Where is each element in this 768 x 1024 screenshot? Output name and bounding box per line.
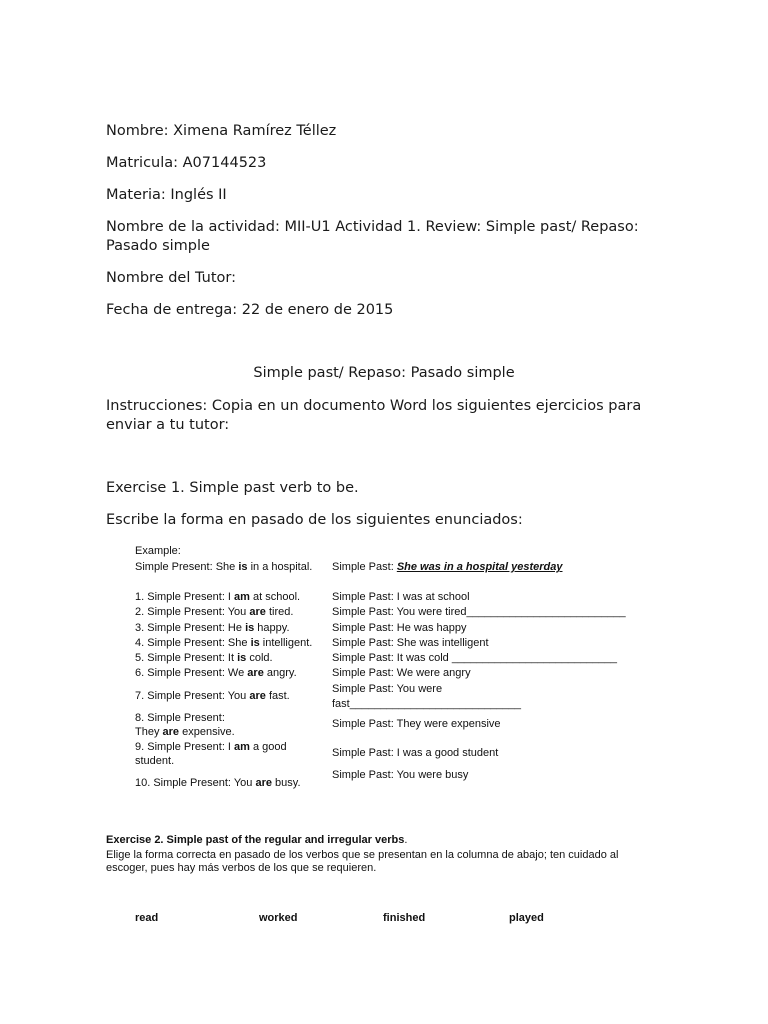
present-item-2: 2. Simple Present: You are tired. [135, 606, 294, 618]
present-item-6: 6. Simple Present: We are angry. [135, 667, 297, 679]
past-item-7-line2: fast____________________________ [332, 698, 522, 710]
past-item-8: Simple Past: They were expensive [332, 718, 501, 730]
past-item-7-line1: Simple Past: You were [332, 683, 443, 695]
present-item-4: 4. Simple Present: She is intelligent. [135, 637, 313, 649]
example-past: Simple Past: She was in a hospital yesterday [332, 561, 563, 573]
student-id: Matricula: A07144523 [106, 155, 267, 171]
past-item-1: Simple Past: I was at school [332, 591, 470, 603]
example-present: Simple Present: She is in a hospital. [135, 561, 313, 573]
present-item-5: 5. Simple Present: It is cold. [135, 652, 273, 664]
present-item-3: 3. Simple Present: He is happy. [135, 622, 290, 634]
example-label: Example: [135, 545, 181, 557]
tutor-name: Nombre del Tutor: [106, 270, 236, 286]
exercise2-body-line2: escoger, pues hay más verbos de los que se requieren. [106, 862, 377, 874]
past-item-6: Simple Past: We were angry [332, 667, 471, 679]
activity-name-line1: Nombre de la actividad: MII-U1 Actividad 1. Review: Simple past/ Repaso: [106, 219, 639, 235]
past-item-3: Simple Past: He was happy [332, 622, 467, 634]
verb-option: read [135, 912, 159, 924]
exercise2-heading: Exercise 2. Simple past of the regular and irregular verbs. [106, 834, 408, 846]
instructions-line1: Instrucciones: Copia en un documento Word los siguientes ejercicios para [106, 398, 642, 414]
activity-name-line2: Pasado simple [106, 238, 210, 254]
present-item-8-line1: 8. Simple Present: [135, 712, 225, 724]
verb-option: finished [383, 912, 426, 924]
past-item-2: Simple Past: You were tired__________________________ [332, 606, 626, 618]
due-date: Fecha de entrega: 22 de enero de 2015 [106, 302, 394, 318]
past-item-10: Simple Past: You were busy [332, 769, 469, 781]
exercise1-subheading: Escribe la forma en pasado de los siguientes enunciados: [106, 512, 523, 528]
subject: Materia: Inglés II [106, 187, 227, 203]
exercise1-heading: Exercise 1. Simple past verb to be. [106, 480, 359, 496]
present-item-8-line2: They are expensive. [135, 726, 235, 738]
present-item-7: 7. Simple Present: You are fast. [135, 690, 290, 702]
example-past-answer: She was in a hospital yesterday [396, 561, 563, 573]
present-item-1: 1. Simple Present: I am at school. [135, 591, 301, 603]
past-item-4: Simple Past: She was intelligent [332, 637, 489, 649]
verb-option: worked [259, 912, 298, 924]
document-title: Simple past/ Repaso: Pasado simple [253, 365, 515, 381]
present-item-9-line2: student. [135, 755, 175, 767]
instructions-line2: enviar a tu tutor: [106, 417, 230, 433]
exercise2-body-line1: Elige la forma correcta en pasado de los verbos que se presentan en la columna de abajo; ten cuidado al [106, 849, 619, 861]
present-item-9-line1: 9. Simple Present: I am a good [135, 741, 287, 753]
past-item-5: Simple Past: It was cold ___________________________ [332, 652, 618, 664]
present-item-10: 10. Simple Present: You are busy. [135, 777, 301, 789]
verb-option: played [509, 912, 544, 924]
past-item-9: Simple Past: I was a good student [332, 747, 499, 759]
student-name: Nombre: Ximena Ramírez Téllez [106, 123, 337, 139]
